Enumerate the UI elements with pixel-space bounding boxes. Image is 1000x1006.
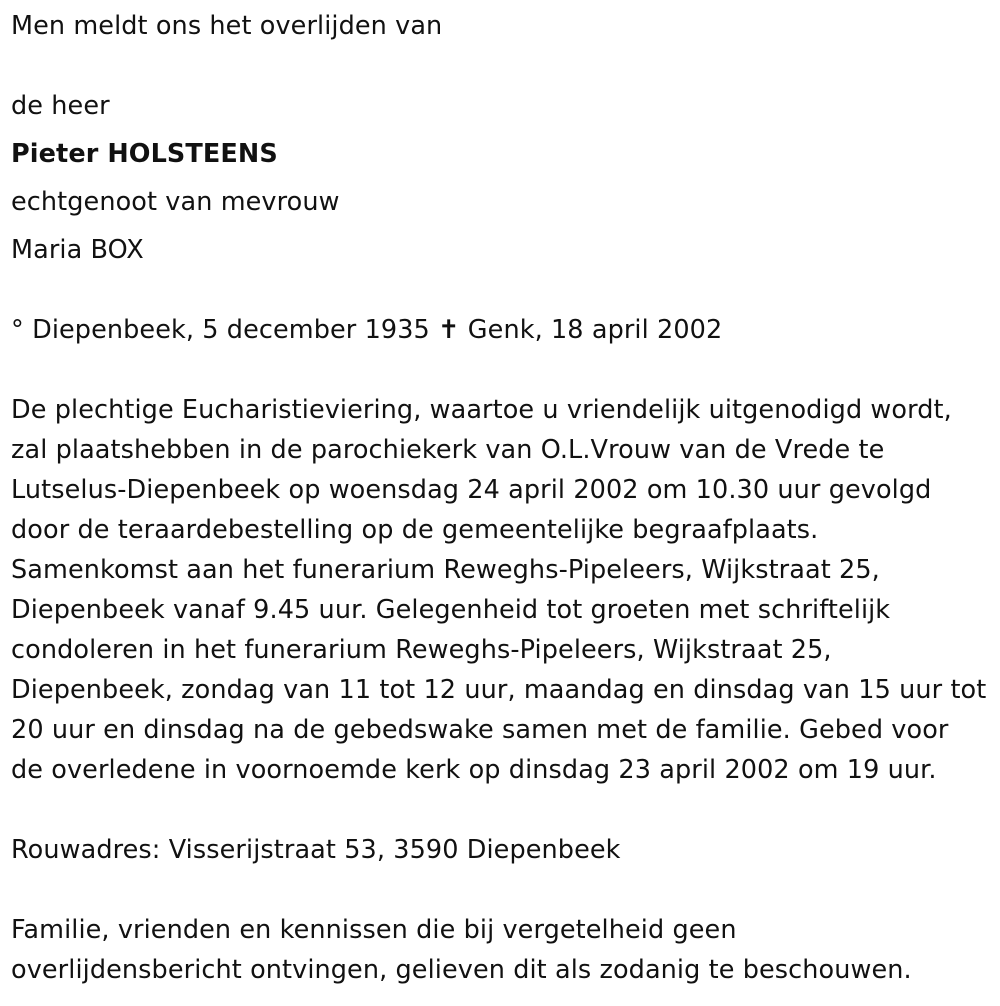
- paragraph-line: overlijdensbericht ontvingen, gelieven dit als zodanig te beschouwen.: [11, 955, 912, 985]
- ceremony-paragraph: [11, 390, 996, 790]
- birth-info: Diepenbeek, 5 december 1935: [32, 315, 430, 345]
- spacer: [11, 790, 996, 830]
- death-info: Genk, 18 april 2002: [467, 315, 723, 345]
- spacer: [11, 870, 996, 910]
- paragraph-line: Diepenbeek vanaf 9.45 uur. Gelegenheid tot groeten met schriftelijk: [11, 595, 891, 625]
- death-notice: [11, 0, 996, 990]
- relation-text: echtgenoot van mevrouw: [11, 187, 340, 217]
- dates-line: [11, 310, 996, 350]
- title-prefix: de heer: [11, 91, 110, 121]
- spacer: [11, 174, 996, 182]
- spacer: [11, 126, 996, 134]
- paragraph-line: door de teraardebestelling op de gemeentelijke begraafplaats.: [11, 515, 819, 545]
- spacer: [11, 270, 996, 310]
- paragraph-line: Samenkomst aan het funerarium Reweghs-Pipeleers, Wijkstraat 25,: [11, 555, 880, 585]
- paragraph-line: Diepenbeek, zondag van 11 tot 12 uur, maandag en dinsdag van 15 uur tot: [11, 675, 987, 705]
- paragraph-line: De plechtige Eucharistieviering, waartoe u vriendelijk uitgenodigd wordt,: [11, 395, 952, 425]
- closing-paragraph: [11, 910, 996, 990]
- spouse-name: Maria BOX: [11, 235, 144, 265]
- intro-text: Men meldt ons het overlijden van: [11, 11, 443, 41]
- spacer: [11, 222, 996, 230]
- deceased-name: Pieter HOLSTEENS: [11, 139, 278, 169]
- paragraph-line: condoleren in het funerarium Reweghs-Pipeleers, Wijkstraat 25,: [11, 635, 832, 665]
- paragraph-line: 20 uur en dinsdag na de gebedswake samen met de familie. Gebed voor: [11, 715, 949, 745]
- paragraph-line: zal plaatshebben in de parochiekerk van O.L.Vrouw van de Vrede te: [11, 435, 885, 465]
- paragraph-line: Familie, vrienden en kennissen die bij vergetelheid geen: [11, 915, 737, 945]
- paragraph-line: Lutselus-Diepenbeek op woensdag 24 april 2002 om 10.30 uur gevolgd: [11, 475, 932, 505]
- mourning-address: Rouwadres: Visserijstraat 53, 3590 Diepenbeek: [11, 835, 621, 865]
- cross-icon: ✝: [438, 315, 460, 345]
- paragraph-line: de overledene in voornoemde kerk op dinsdag 23 april 2002 om 19 uur.: [11, 755, 937, 785]
- birth-symbol: °: [11, 315, 24, 345]
- spacer: [11, 350, 996, 390]
- spacer: [11, 46, 996, 86]
